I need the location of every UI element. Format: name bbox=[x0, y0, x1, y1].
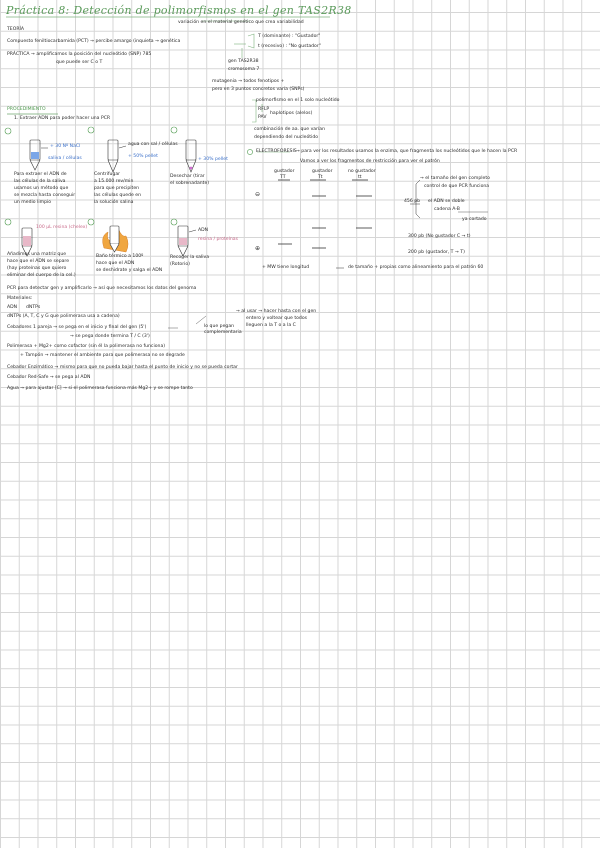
caption-line: hace que el ADN se separe bbox=[7, 259, 70, 264]
svg-text:⊖: ⊖ bbox=[255, 191, 261, 198]
teoria-pav: PAV bbox=[258, 115, 267, 120]
tube-1-label: + 30 Nº NaCl bbox=[50, 144, 81, 149]
teoria-combinacion: combinación de aa. que varían bbox=[254, 127, 326, 132]
electroforesis-heading: ELECTROFORESIS bbox=[256, 149, 297, 154]
gel-col-3-genotype: tt bbox=[358, 175, 362, 180]
teoria-mutagenia: mutagenia → todos fenotipos + bbox=[212, 79, 285, 84]
teoria-cromosoma: cromosoma 7 bbox=[228, 67, 260, 72]
material-cebadores: Cebadores 1 pareja → se pega en el inicio y final del gen (5') bbox=[7, 325, 147, 330]
gel-line: de tamaño + propias como alineamiento para el patrón 60 bbox=[348, 265, 484, 270]
procedimiento-step-1: 1. Extraer ADN para poder hacer una PCR bbox=[14, 116, 111, 121]
tube-4-label: 100 μL resina (chelex) bbox=[36, 225, 88, 230]
caption-line: eliminar del cuerpo de la cel.) bbox=[7, 273, 76, 278]
caption-line: (hay proteínas que quiero bbox=[7, 266, 67, 271]
teoria-t-dominante: T (dominante) : "Gustador" bbox=[258, 34, 321, 39]
electroforesis-line-2: Vamos a ver los fragmentos de restricción para ver el patrón bbox=[300, 159, 440, 164]
teoria-haplotipos: haplotipos (alelos) bbox=[270, 111, 313, 116]
caption-line: la solución salina bbox=[94, 200, 134, 205]
teoria-heading: TEORÍA bbox=[7, 27, 25, 32]
caption-line: Añadimos una matriz que bbox=[7, 252, 67, 257]
caption-line: Desechar (tirar bbox=[170, 174, 205, 179]
pcr-line-1: PCR para detectar gen y amplificarlo → así que necesitamos los datos del genoma bbox=[7, 286, 197, 291]
teoria-rflp: RFLP bbox=[258, 107, 270, 112]
tube-1-sublabel: saliva / células bbox=[48, 156, 82, 161]
gel-col-3: no gustador bbox=[348, 169, 376, 174]
material-adn: ADN bbox=[7, 305, 18, 310]
gel-bp-1-note-3: ya cortado bbox=[462, 217, 487, 222]
material-cebador-red: Cebador Red-Safe → se pega al ADN bbox=[7, 375, 91, 380]
caption-line: se mezcla hasta conseguir bbox=[14, 193, 76, 198]
tube-6-sublabel: resina / proteínas bbox=[198, 237, 239, 242]
tube-3-label: + 30% pellet bbox=[198, 157, 228, 162]
material-agua: Agua → para ajustar [C] → si el polimerasa funciona más Mg2+ y se rompe tanto bbox=[7, 386, 193, 391]
teoria-intro: variación en el material genético que crea variabilidad bbox=[178, 20, 304, 25]
caption-line: las células de la saliva bbox=[14, 179, 66, 184]
tube-3-sketch bbox=[186, 140, 196, 172]
teoria-compuesto: Compuesto feniltiocarbamida (PCT) → percibe amargo (inquieta → genética bbox=[7, 39, 181, 44]
gel-marker: + MW tiene longitud bbox=[262, 265, 310, 270]
caption-line: las células quede en bbox=[94, 193, 142, 198]
gel-note-1: → el tamaño del gen completo bbox=[420, 176, 490, 181]
cebadores-side: lo que pegan bbox=[204, 324, 235, 329]
gel-col-2: gustador bbox=[312, 169, 333, 174]
material-cebador-enzima: Cebador Enzimático → mismo para que no pueda bajar hasta el punto de inicio y no se pueda cortar bbox=[7, 365, 238, 370]
teoria-mutagenia-2: pero en 3 puntos concretos varía (SNPs) bbox=[212, 87, 305, 92]
material-tampon: + Tampón → mantener el ambiente para que polimerasa no se degrade bbox=[20, 353, 185, 358]
material-cebadores-2: → se pega donde termina T / C (3') bbox=[70, 334, 150, 339]
gel-bp-1-note-2: cadena A-B bbox=[434, 207, 460, 212]
caption-line: a 15.000 rev/min bbox=[94, 179, 134, 184]
tube-1-sketch bbox=[30, 140, 48, 170]
tube-6-label: ADN bbox=[198, 228, 209, 233]
caption-line: Baño térmico a 100º bbox=[96, 254, 144, 259]
svg-text:⊕: ⊕ bbox=[255, 245, 261, 252]
caption-line: Centrifugar bbox=[94, 172, 121, 177]
caption-line: un medio limpio bbox=[14, 200, 52, 205]
tube-2-sublabel: + 50% pellet bbox=[128, 154, 158, 159]
tube-2-label: agua con sal / células bbox=[128, 142, 178, 147]
al-usar: → al usar → hacer hasta con el gen bbox=[236, 309, 317, 314]
caption-line: usamos un método que bbox=[14, 186, 69, 191]
caption-line: para que precipiten bbox=[94, 186, 140, 191]
caption-line: el sobrenadante) bbox=[170, 181, 210, 186]
teoria-t-recesivo: t (recesivo) : "No gustador" bbox=[258, 44, 321, 49]
caption-line: Para extraer el ADN de bbox=[14, 172, 67, 177]
page-title: Práctica 8: Detección de polimorfismos en el gen TAS2R38 bbox=[6, 4, 352, 17]
tube-5-sketch bbox=[103, 226, 128, 252]
materiales-heading: Materiales: bbox=[7, 296, 33, 301]
teoria-gen: gen TAS2R38 bbox=[228, 59, 259, 64]
teoria-practica: PRÁCTICA → amplificamos la posición del nucleótido (SNP) 785 bbox=[7, 52, 152, 57]
teoria-dependiendo: dependiendo del nucleótido bbox=[254, 135, 319, 140]
gel-col-1: gustador bbox=[274, 169, 295, 174]
gel-col-1-genotype: TT bbox=[280, 175, 286, 180]
gel-bp-1-note: el ADN se doble bbox=[428, 199, 465, 204]
teoria-polimorfismo: polimorfismo en el 1 solo nucleótido bbox=[256, 98, 340, 103]
gel-col-2-genotype: Tt bbox=[318, 175, 323, 180]
gel-note-2: control de que PCR funciona bbox=[424, 184, 490, 189]
al-usar-3: lleguen a la T o a la C bbox=[246, 323, 296, 328]
al-usar-2: entero y voltear que todos bbox=[246, 316, 308, 321]
electroforesis-line-1: → para ver los resultados usamos la enzima, que fragmenta los nucleótidos que le hacen la PCR bbox=[296, 149, 518, 154]
caption-line: hace que el ADN bbox=[96, 261, 135, 266]
tube-6-sketch bbox=[178, 226, 196, 256]
material-dntp: dNTPs bbox=[26, 305, 41, 310]
material-polimerasa: Polimerasa + Mg2+ como cofactor (sin él la polimerasa no funciona) bbox=[7, 344, 166, 349]
gel-bp-1: 456 pb bbox=[404, 199, 421, 204]
caption-line: se deshidrate y salga el ADN bbox=[96, 268, 163, 273]
gel-bp-3: 200 pb (gustador, T → T) bbox=[408, 250, 465, 255]
tube-2-sketch bbox=[108, 140, 126, 172]
procedimiento-heading: PROCEDIMIENTO bbox=[7, 107, 46, 112]
material-dntps: dNTPs (A, T, C y G que polimerasa usa a cadena) bbox=[7, 314, 120, 319]
gel-bp-2: 300 pb (No gustador C → t) bbox=[408, 234, 471, 239]
cebadores-side-2: complementaria bbox=[204, 330, 242, 335]
teoria-practica-2: que puede ser C o T bbox=[56, 60, 103, 65]
caption-line: Recoger la saliva bbox=[170, 255, 210, 260]
caption-line: (Rotorio) bbox=[170, 262, 190, 267]
